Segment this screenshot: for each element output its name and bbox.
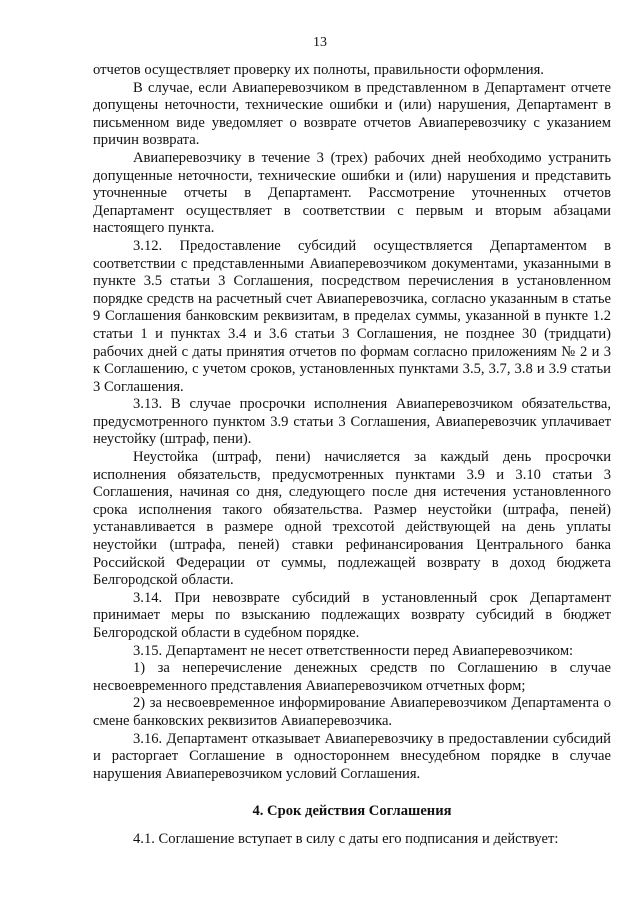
- paragraph: 4.1. Соглашение вступает в силу с даты его подписания и действует:: [133, 830, 559, 847]
- paragraph: 1) за неперечисление денежных средств по Соглашению в случае несвоевременного представления Авиаперевозчиком отчетных форм;: [93, 660, 611, 694]
- section-heading: 4. Срок действия Соглашения: [252, 803, 452, 820]
- page-number: 13: [313, 35, 327, 50]
- paragraph: 3.16. Департамент отказывает Авиаперевозчику в предоставлении субсидий и расторгает Соглашение в одностороннем внесудебном порядке в случае нарушения Авиаперевозчиком условий Соглашения.: [93, 730, 611, 782]
- paragraph: 3.15. Департамент не несет ответственности перед Авиаперевозчиком:: [133, 642, 574, 659]
- paragraph: 3.12. Предоставление субсидий осуществляется Департаментом в соответствии с представленными Авиаперевозчиком документами, указанными в пункте 3.5 статьи 3 Соглашения, посредством перечисления в установленном порядке средств на расчетный счет Авиаперевозчика, согласно указанным в статье 9 Соглашения банковским реквизитам, в пределах суммы, указанной в пункте 1.2 статьи 1 и пунктах 3.4 и 3.6 статьи 3 Соглашения, не позднее 30 (тридцати) рабочих дней с даты принятия отчетов по формам согласно приложениям № 2 и 3 к Соглашению, с учетом сроков, установленных пунктами 3.5, 3.7, 3.8 и 3.9 статьи 3 Соглашения.: [93, 237, 611, 395]
- paragraph: отчетов осуществляет проверку их полноты, правильности оформления.: [93, 62, 544, 78]
- paragraph: 3.13. В случае просрочки исполнения Авиаперевозчиком обязательства, предусмотренного пунктом 3.9 статьи 3 Соглашения, Авиаперевозчик уплачивает неустойку (штраф, пени).: [93, 396, 611, 448]
- paragraph: 3.14. При невозврате субсидий в установленный срок Департамент принимает меры по взысканию подлежащих возврату субсидий в бюджет Белгородской области в судебном порядке.: [93, 589, 611, 641]
- paragraph: Неустойка (штраф, пени) начисляется за каждый день просрочки исполнения обязательств, предусмотренных пунктами 3.9 и 3.10 статьи 3 Соглашения, начиная со дня, следующего после дня истечения установленного срока исполнения такого обязательства. Размер неустойки (штрафа, пеней) устанавливается в размере одной трехсотой действующей на день уплаты неустойки (штрафа, пеней) ставки рефинансирования Центрального банка Российской Федерации от суммы, подлежащей возврату в доход бюджета Белгородской области.: [93, 449, 611, 589]
- paragraph: Авиаперевозчику в течение 3 (трех) рабочих дней необходимо устранить допущенные неточности, технические ошибки и (или) нарушения и представить уточненные отчеты в Департамент. Рассмотрение уточненных отчетов Департамент осуществляет в соответствии с первым и вторым абзацами настоящего пункта.: [93, 149, 611, 237]
- document-body: [93, 62, 611, 849]
- paragraph: 2) за несвоевременное информирование Авиаперевозчиком Департамента о смене банковских реквизитов Авиаперевозчика.: [93, 695, 611, 729]
- paragraph: В случае, если Авиаперевозчиком в представленном в Департамент отчете допущены неточности, технические ошибки и (или) нарушения, Департамент в письменном виде уведомляет о возврате отчетов Авиаперевозчику с указанием причин возврата.: [93, 79, 611, 149]
